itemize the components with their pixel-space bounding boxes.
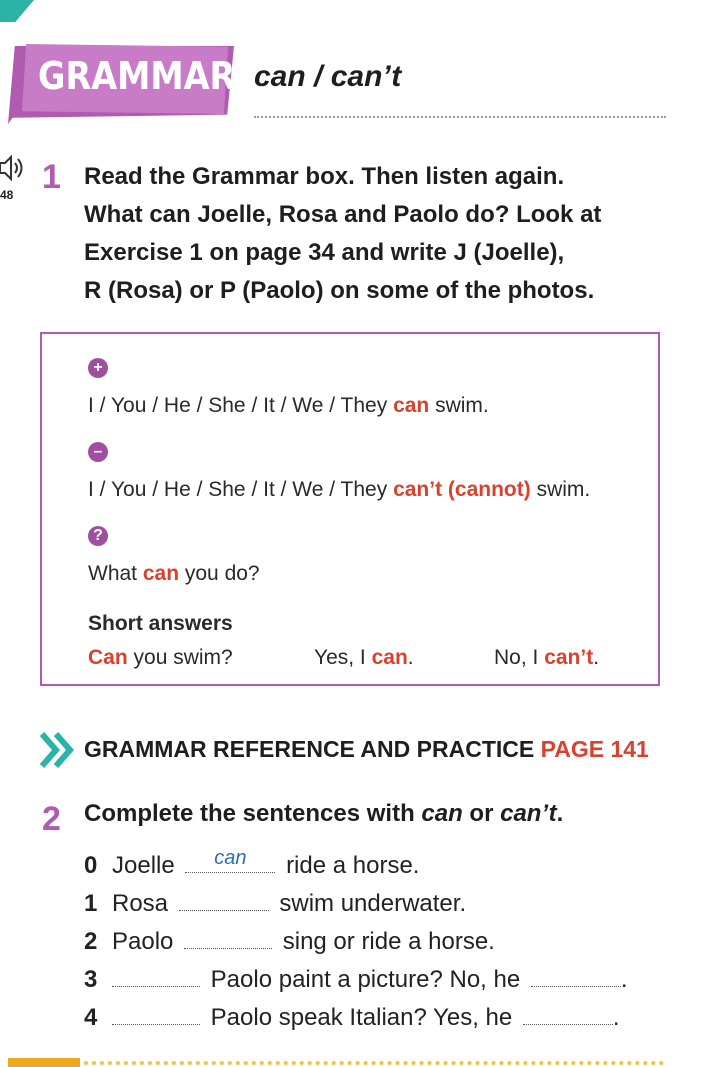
question-icon: ? [88, 526, 108, 546]
sentence-text: I / You / He / She / It / We / They [88, 394, 394, 417]
grammar-banner [8, 40, 240, 130]
sentence-text: you do? [179, 562, 260, 585]
key-word: can [393, 394, 430, 417]
instruction-text: Complete the sentences with [84, 800, 422, 827]
item-text: sing or ride a horse. [282, 928, 495, 955]
item-number: 1 [84, 890, 98, 917]
banner-label: GRAMMAR [38, 54, 236, 98]
exercise-item [84, 1004, 620, 1032]
answer-blank[interactable] [531, 966, 621, 987]
grammar-reference-link[interactable] [84, 736, 649, 763]
short-answer-yes [314, 646, 414, 670]
item-text: ride a horse. [286, 852, 420, 879]
sentence-text: No, I [494, 646, 545, 669]
minus-icon: – [88, 442, 108, 462]
sentence-text: Yes, I [314, 646, 372, 669]
exercise-number: 1 [42, 158, 61, 196]
item-text: swim underwater. [279, 890, 467, 917]
instruction-line: Read the Grammar box. Then listen again. [84, 163, 565, 190]
short-answer-question [88, 646, 233, 670]
item-number: 4 [84, 1004, 98, 1031]
key-word: can’t [544, 646, 594, 669]
plus-icon: + [88, 358, 108, 378]
footer-bar [8, 1058, 80, 1067]
instruction-line: What can Joelle, Rosa and Paolo do? Look at [84, 201, 602, 228]
item-text: Paolo paint a picture? No, he [210, 966, 521, 993]
answer-blank[interactable] [185, 847, 275, 873]
exercise-instruction [84, 800, 563, 828]
question-sentence [88, 562, 260, 586]
instruction-text: . [556, 800, 564, 827]
section-subtitle: can / can’t [254, 60, 402, 93]
grammar-box [40, 332, 660, 686]
sentence-text: you swim? [127, 646, 233, 669]
example-answer: can [214, 847, 247, 869]
item-text: Rosa [112, 890, 169, 917]
answer-blank[interactable] [184, 928, 272, 949]
positive-sentence [88, 394, 489, 418]
footer-dots [84, 1061, 664, 1065]
audio-track-number: 48 [0, 188, 14, 202]
instruction-line: Exercise 1 on page 34 and write J (Joelle), [84, 239, 565, 266]
item-number: 2 [84, 928, 98, 955]
exercise-number: 2 [42, 800, 61, 838]
reference-label: GRAMMAR REFERENCE AND PRACTICE [84, 736, 541, 762]
item-number: 0 [84, 852, 98, 879]
speaker-icon[interactable] [0, 154, 24, 182]
instruction-word: can [421, 800, 463, 827]
sentence-text: . [593, 646, 600, 669]
instruction-line: R (Rosa) or P (Paolo) on some of the photos. [84, 277, 595, 304]
key-word: can’t (cannot) [393, 478, 531, 501]
item-text: Joelle [112, 852, 175, 879]
item-text: Paolo speak Italian? Yes, he [210, 1004, 513, 1031]
exercise-item [84, 890, 466, 918]
exercise-item [84, 928, 495, 956]
key-word: can [371, 646, 408, 669]
exercise-instruction [84, 158, 684, 310]
answer-blank[interactable] [179, 890, 269, 911]
key-word: can [142, 562, 180, 585]
instruction-text: or [462, 800, 501, 827]
short-answer-no [494, 646, 599, 670]
exercise-item [84, 966, 628, 994]
sentence-text: swim. [530, 478, 591, 501]
exercise-item [84, 847, 420, 880]
answer-blank[interactable] [112, 1004, 200, 1025]
corner-tab [0, 0, 34, 22]
negative-sentence [88, 478, 590, 502]
subtitle-rule [254, 116, 666, 118]
item-text: Paolo [112, 928, 174, 955]
item-text: . [620, 966, 628, 993]
item-text: . [612, 1004, 620, 1031]
instruction-word: can’t [500, 800, 557, 827]
sentence-text: swim. [429, 394, 489, 417]
double-chevron-icon [40, 732, 80, 768]
sentence-text: What [88, 562, 143, 585]
reference-page: PAGE 141 [540, 736, 649, 762]
short-answers-heading: Short answers [88, 612, 233, 635]
item-number: 3 [84, 966, 98, 993]
answer-blank[interactable] [112, 966, 200, 987]
sentence-text: . [407, 646, 414, 669]
answer-blank[interactable] [523, 1004, 613, 1025]
sentence-text: I / You / He / She / It / We / They [88, 478, 394, 501]
key-word: Can [88, 646, 128, 669]
